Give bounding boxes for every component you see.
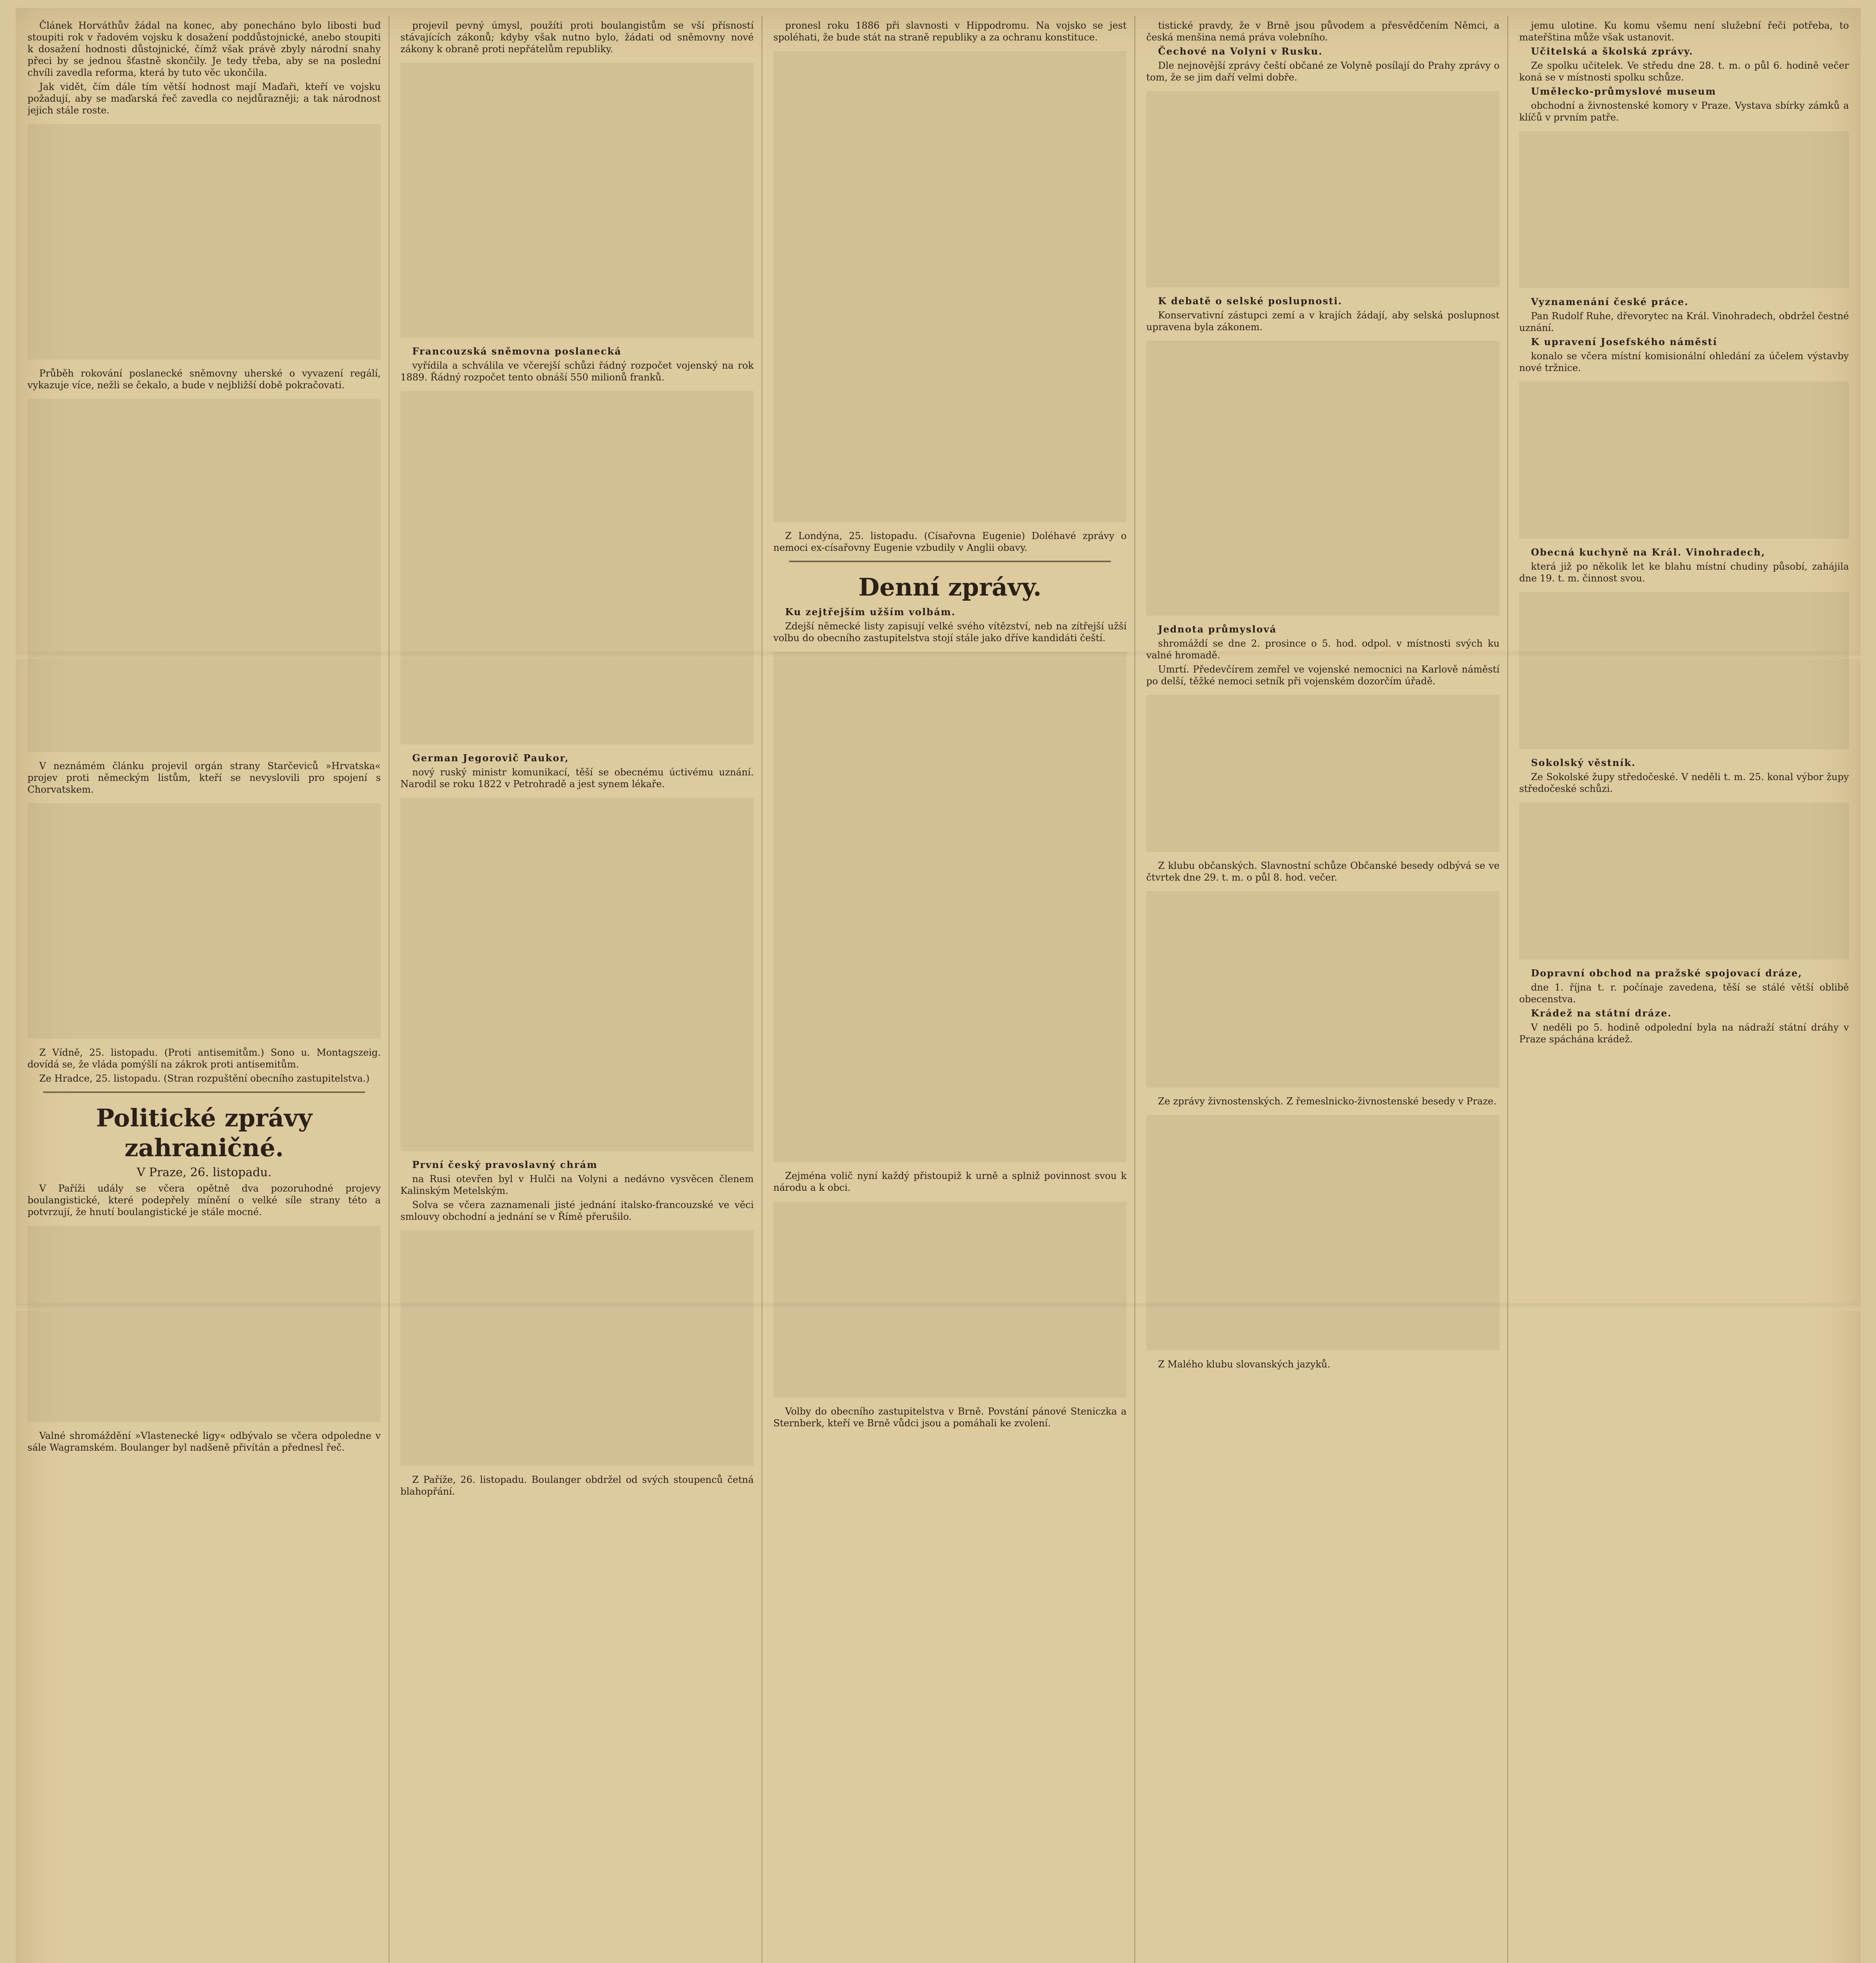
article-paragraph: na Rusi otevřen byl v Hulči na Volyni a nedávno vysvěcen členem Kalinským Metelským. bbox=[400, 1173, 754, 1196]
text-block bbox=[27, 399, 381, 752]
article-paragraph: jemu ulotine. Ku komu všemu není služební řeči potřeba, to mateřština může však ustanovit. bbox=[1519, 20, 1849, 43]
text-block bbox=[1519, 131, 1849, 288]
text-block bbox=[27, 124, 381, 360]
article-paragraph: konalo se včera místní komisionální ohledání za účelem výstavby nové tržnice. bbox=[1519, 351, 1849, 373]
article-paragraph: Konservativní zástupci zemí a v krajích žádají, aby selská poslupnost upravena byla zákonem. bbox=[1146, 310, 1500, 333]
text-block bbox=[1146, 91, 1500, 287]
text-block bbox=[400, 391, 754, 744]
text-block bbox=[400, 63, 754, 338]
article-paragraph: Ze zprávy živnostenských. Z řemeslnicko-živnostenské besedy v Praze. bbox=[1158, 1096, 1496, 1107]
column-rule bbox=[1507, 16, 1508, 1963]
article-subhead: German Jegorovič Paukor, bbox=[412, 752, 569, 764]
article-paragraph: V Paříži udály se včera opětně dva pozoruhodné projevy boulangistické, které podepřely mínění o velké síle strany této a potvrzují, že hnutí boulangistické je stále mocné. bbox=[27, 1183, 381, 1217]
text-block bbox=[1146, 341, 1500, 616]
article-paragraph: Z Vídně, 25. listopadu. (Proti antisemitům.) Sono u. Montagszeig. dovídá se, že vláda pomýšlí na zákrok proti antisemitům. bbox=[27, 1047, 381, 1070]
article-paragraph: Umrtí. Předevčírem zemřel ve vojenské nemocnici na Karlově náměstí po delší, těžké nemoci setník při vojenském dozorčím úřadě. bbox=[1146, 664, 1500, 687]
article-paragraph: Průběh rokování poslanecké sněmovny uherské o vyvazení regálí, vykazuje více, nežli se čekalo, a bude v nejbližší době pokračovati. bbox=[27, 368, 381, 391]
article-paragraph: shromáždí se dne 2. prosince o 5. hod. odpol. v místnosti svých ku valné hromadě. bbox=[1146, 638, 1500, 661]
article-subhead: K debatě o selské poslupnosti. bbox=[1158, 295, 1343, 307]
article-paragraph: Jak vidět, čím dále tím větší hodnost mají Maďaři, kteří ve vojsku požadují, aby se maďarská řeč zavedla co nejdůrazněji; a tak národnost jejich stále roste. bbox=[27, 81, 381, 116]
article-subhead: Vyznamenání české práce. bbox=[1531, 296, 1689, 307]
article-subhead: Učitelská a školská zprávy. bbox=[1531, 46, 1693, 57]
article-paragraph: nový ruský ministr komunikací, těší se obecnému úctivému uznání. Narodil se roku 1822 v Petrohradě a jest synem lékaře. bbox=[400, 767, 754, 790]
section-headline: Politické zprávy zahraničné. bbox=[96, 1104, 312, 1162]
article-paragraph: Ze Hradce, 25. listopadu. (Stran rozpuštění obecního zastupitelstva.) bbox=[39, 1073, 370, 1084]
text-block bbox=[1146, 891, 1500, 1088]
article-paragraph: Článek Horváthův žádal na konec, aby ponecháno bylo libosti buď stoupiti rok v řadovém vojsku k dosažení poddůstojnické, anebo stoupiti k dosažení hodnosti důstojnické, čímž však právě zbyly národní snahy přeci by se jednou šťastně skončily. Je tedy třeba, aby se na poslední chvíli zavedla reforma, která by tuto věc ukončila. bbox=[27, 20, 381, 78]
column-5 bbox=[1519, 20, 1849, 1963]
article-paragraph: Ze Sokolské župy středočeské. V neděli t. m. 25. konal výbor župy středočeské schůzi. bbox=[1519, 771, 1849, 794]
text-block bbox=[27, 1226, 381, 1422]
section-divider bbox=[43, 1091, 365, 1093]
article-subhead: Jednota průmyslová bbox=[1158, 623, 1277, 635]
text-block bbox=[1519, 802, 1849, 960]
column-1 bbox=[27, 20, 381, 1963]
article-subhead: První český pravoslavný chrám bbox=[412, 1159, 598, 1170]
article-subhead: Čechové na Volyni v Rusku. bbox=[1158, 46, 1323, 57]
article-paragraph: vyřídila a schválila ve včerejší schůzi řádný rozpočet vojenský na rok 1889. Řádný rozpočet tento obnáší 550 milionů franků. bbox=[400, 360, 754, 383]
article-subhead: Sokolský věstník. bbox=[1531, 757, 1636, 768]
section-divider bbox=[789, 561, 1111, 562]
article-paragraph: Z klubu občanských. Slavnostní schůze Občanské besedy odbývá se ve čtvrtek dne 29. t. m. o půl 8. hod. večer. bbox=[1146, 860, 1500, 883]
section-headline: Denní zprávy. bbox=[858, 573, 1042, 601]
article-paragraph: V neděli po 5. hodině odpolední byla na nádraží státní dráhy v Praze spáchána krádež. bbox=[1519, 1022, 1849, 1045]
newspaper-page bbox=[16, 8, 1861, 1963]
article-paragraph: dne 1. října t. r. počínaje zavedena, těší se stálé větší oblibě obecenstva. bbox=[1519, 982, 1849, 1005]
article-subhead: Krádež na státní dráze. bbox=[1531, 1007, 1672, 1019]
article-paragraph: V neznámém článku projevil orgán strany Starčeviců »Hrvatska« projev proti německým listům, kteří se nevyslovili pro spojení s Chorvatskem. bbox=[27, 760, 381, 795]
text-block bbox=[773, 1201, 1127, 1398]
article-paragraph: obchodní a živnostenské komory v Praze. Vystava sbírky zámků a klíčů v prvním patře. bbox=[1519, 100, 1849, 123]
article-paragraph: Solva se včera zaznamenali jisté jednání italsko-francouzské ve věci smlouvy obchodní a jednání se v Římě přerušilo. bbox=[400, 1199, 754, 1222]
column-3 bbox=[773, 20, 1127, 1963]
text-block bbox=[400, 1230, 754, 1466]
article-paragraph: Zejména volič nyní každý přistoupiž k urně a splniž povinnost svou k národu a k obci. bbox=[773, 1170, 1127, 1193]
article-paragraph: Z Malého klubu slovanských jazyků. bbox=[1158, 1359, 1331, 1370]
text-block bbox=[400, 798, 754, 1151]
article-paragraph: Ze spolku učitelek. Ve středu dne 28. t. m. o půl 6. hodině večer koná se v místnosti spolku schůze. bbox=[1519, 60, 1849, 83]
article-paragraph: Volby do obecního zastupitelstva v Brně. Povstání pánové Steniczka a Sternberk, kteří ve Brně vůdci jsou a pomáhali ke zvolení. bbox=[773, 1406, 1127, 1429]
column-2 bbox=[400, 20, 754, 1963]
article-paragraph: Dle nejnovější zprávy čeští občané ze Volyně posílají do Prahy zprávy o tom, že se jim daří velmi dobře. bbox=[1146, 60, 1500, 83]
article-paragraph: Z Londýna, 25. listopadu. (Císařovna Eugenie) Doléhavé zprávy o nemoci ex-císařovny Eugenie vzbudily v Anglii obavy. bbox=[773, 530, 1127, 553]
article-subhead: Umělecko-průmyslové museum bbox=[1531, 86, 1717, 97]
article-paragraph: která již po několik let ke blahu místní chudiny působí, zahájila dne 19. t. m. činnost svou. bbox=[1519, 561, 1849, 584]
text-block bbox=[1146, 1115, 1500, 1351]
text-block bbox=[773, 652, 1127, 1162]
article-subhead: Francouzská sněmovna poslanecká bbox=[412, 345, 622, 357]
text-block bbox=[773, 51, 1127, 522]
article-paragraph: Zdejší německé listy zapisují velké svého vítězství, neb na zítřejší užší volbu do obecního zastupitelstva stojí stále jako dříve kandidáti čeští. bbox=[773, 621, 1127, 643]
dateline: V Praze, 26. listopadu. bbox=[137, 1166, 272, 1179]
text-block bbox=[1519, 382, 1849, 539]
article-paragraph: projevil pevný úmysl, použíti proti boulangistům se vší přísností stávajících zákonů; kdyby však nutno bylo, žádati od sněmovny nové zákony k obraně proti nepřátelům republiky. bbox=[400, 20, 754, 55]
article-paragraph: Valné shromáždění »Vlastenecké ligy« odbývalo se včera odpoledne v sále Wagramském. Boulanger byl nadšeně přivítán a přednesl řeč. bbox=[27, 1430, 381, 1453]
column-rule bbox=[1134, 16, 1135, 1963]
text-block bbox=[1519, 592, 1849, 749]
article-subhead: Ku zejtřejším užším volbám. bbox=[785, 606, 956, 618]
column-4 bbox=[1146, 20, 1500, 1963]
text-block bbox=[1146, 695, 1500, 852]
text-block bbox=[27, 803, 381, 1039]
article-subhead: K upravení Josefského náměstí bbox=[1531, 336, 1717, 347]
article-subhead: Dopravní obchod na pražské spojovací dráze, bbox=[1531, 967, 1803, 979]
article-paragraph: tistické pravdy, že v Brně jsou původem a přesvědčením Němci, a česká menšina nemá práva volebního. bbox=[1146, 20, 1500, 43]
article-paragraph: Pan Rudolf Ruhe, dřevorytec na Král. Vinohradech, obdržel čestné uznání. bbox=[1519, 311, 1849, 333]
article-paragraph: Z Paříže, 26. listopadu. Boulanger obdržel od svých stoupenců četná blahopřání. bbox=[400, 1474, 754, 1497]
article-paragraph: pronesl roku 1886 při slavnosti v Hippodromu. Na vojsko se jest spoléhati, že bude stát na straně republiky a za ochranu konstituce. bbox=[773, 20, 1127, 43]
article-subhead: Obecná kuchyně na Král. Vinohradech, bbox=[1531, 546, 1766, 558]
